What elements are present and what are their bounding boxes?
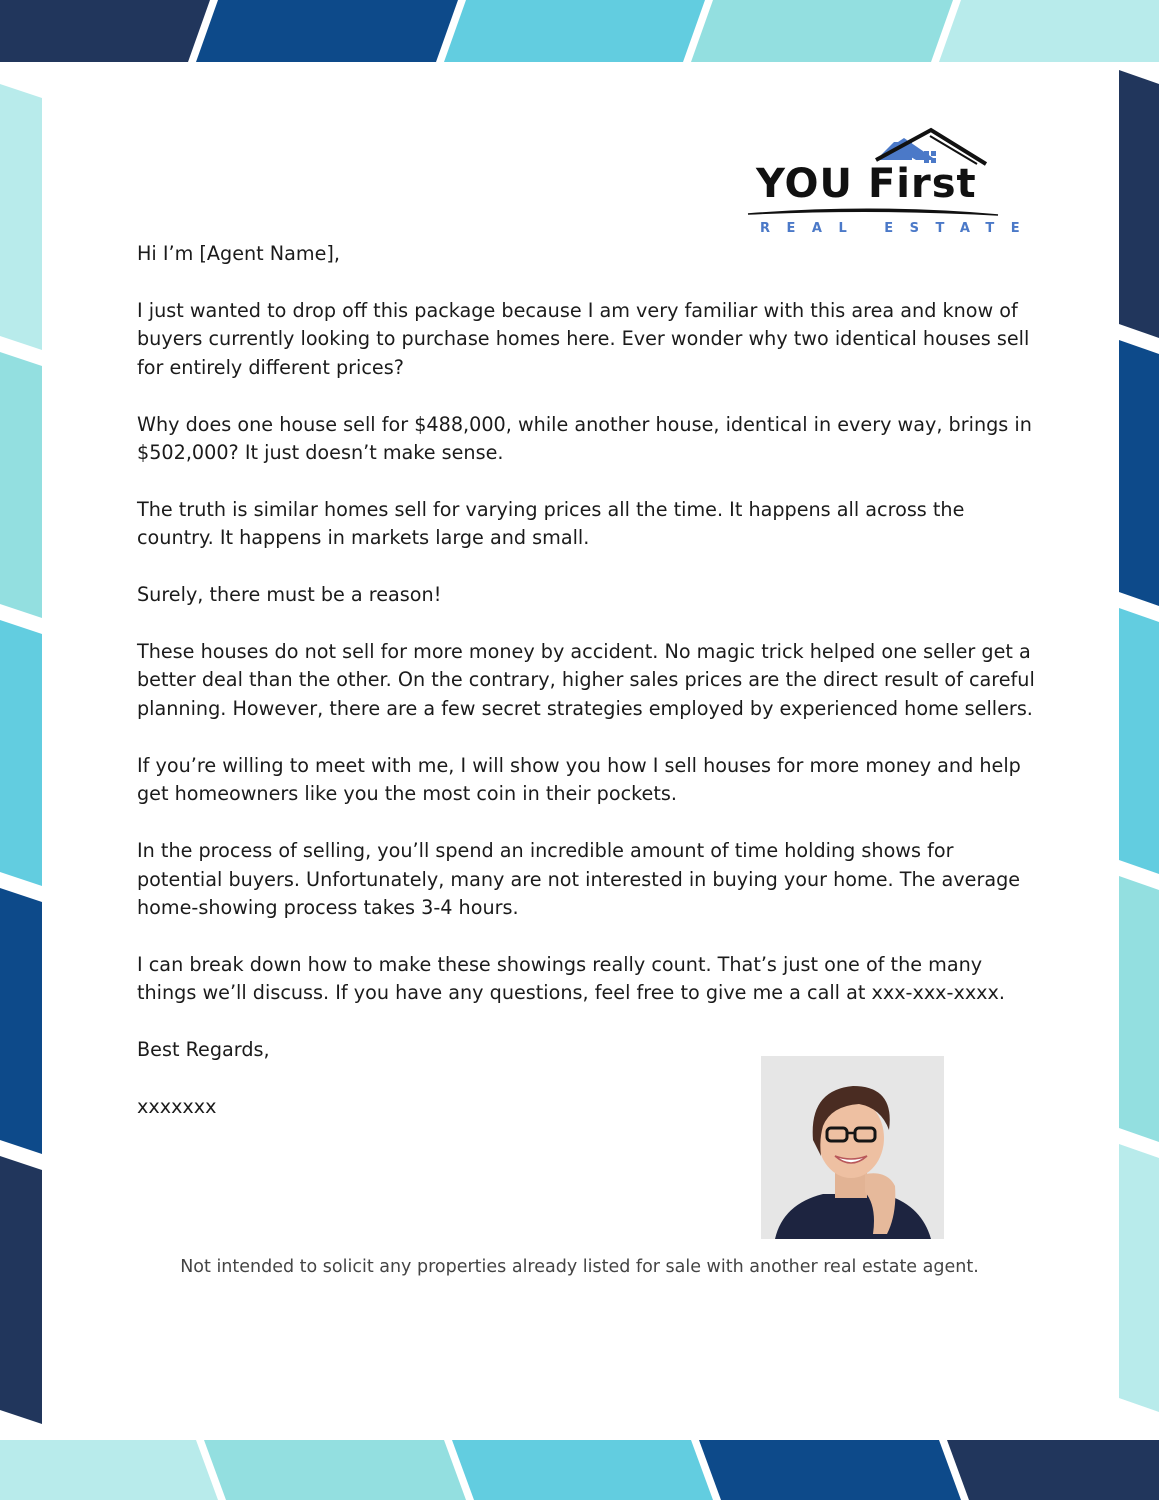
top-band-segment: [196, 0, 458, 62]
left-band-segment: [0, 620, 42, 886]
left-band-segment: [0, 84, 42, 350]
company-logo: [744, 124, 1037, 240]
top-band-segment: [939, 0, 1159, 62]
right-band-segment: [1119, 876, 1159, 1142]
letter-paragraph: Why does one house sell for $488,000, while another house, identical in every way, brings in $502,000? It just doesn’t make sense.: [137, 412, 1032, 465]
agent-portrait: [761, 1056, 944, 1239]
bottom-band-segment: [0, 1440, 218, 1500]
letter-paragraph: In the process of selling, you’ll spend an incredible amount of time holding shows for potential buyers. Unfortunately, many are not interested in buying your home. The average home-showing process takes 3-4 hours.: [137, 839, 1021, 920]
letter-paragraph: Surely, there must be a reason!: [137, 583, 442, 607]
top-band-segment: [444, 0, 705, 62]
logo-tagline: REAL ESTATE: [760, 221, 1037, 236]
right-band-segment: [1119, 608, 1159, 874]
bottom-band-segment: [947, 1440, 1159, 1500]
letter-paragraph: I can break down how to make these showings really count. That’s just one of the many things we’ll discuss. If you have any questions, feel free to give me a call at xxx-xxx-xxxx.: [137, 952, 1005, 1005]
letter-closing: Best Regards,: [137, 1038, 270, 1062]
letter-paragraph: I just wanted to drop off this package because I am very familiar with this area and know of buyers currently looking to purchase homes here. Ever wonder why two identical houses sell for entirely different prices?: [137, 298, 1030, 379]
bottom-band-segment: [204, 1440, 466, 1500]
top-band-segment: [0, 0, 210, 62]
bottom-band-segment: [699, 1440, 961, 1500]
bottom-band-segment: [452, 1440, 713, 1500]
disclaimer-text: Not intended to solicit any properties already listed for sale with another real estate agent.: [180, 1257, 979, 1277]
letter-body: [137, 240, 1037, 1121]
letter-paragraph: If you’re willing to meet with me, I will show you how I sell houses for more money and help get homeowners like you the most coin in their pockets.: [137, 753, 1021, 806]
left-band-segment: [0, 352, 42, 618]
letter-paragraph: The truth is similar homes sell for varying prices all the time. It happens all across the country. It happens in markets large and small.: [137, 497, 965, 550]
letter-paragraph: These houses do not sell for more money by accident. No magic trick helped one seller get a better deal than the other. On the contrary, higher sales prices are the direct result of careful planning. However, there are a few secret strategies employed by experienced home sellers.: [137, 639, 1035, 720]
letter-signature: xxxxxxx: [137, 1094, 217, 1118]
top-band-segment: [691, 0, 953, 62]
right-band-segment: [1119, 340, 1159, 606]
right-band-segment: [1119, 70, 1159, 338]
letter-greeting: Hi I’m [Agent Name],: [137, 242, 340, 265]
left-band-segment: [0, 888, 42, 1154]
left-band-segment: [0, 1156, 42, 1424]
logo-wordmark: YOU First: [756, 161, 977, 207]
